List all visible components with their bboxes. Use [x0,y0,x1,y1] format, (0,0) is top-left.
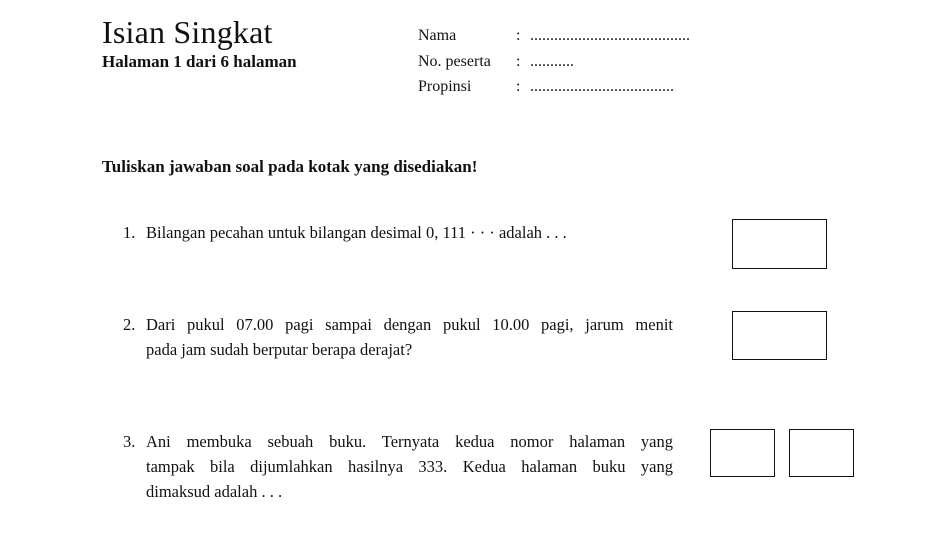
question-line: Bilangan pecahan untuk bilangan desimal 0, 111 · · · adalah . . . [146,223,567,242]
answer-box-1[interactable] [732,219,827,269]
question-text [146,312,673,362]
question-number: 1. [123,223,136,242]
identity-fill-field[interactable]: ........... [530,52,574,70]
question-number: 3. [123,432,136,451]
page-subtitle: Halaman 1 dari 6 halaman [102,52,297,71]
answer-box-2[interactable] [732,311,827,360]
question-number: 2. [123,315,136,334]
question-line: dimaksud adalah . . . [146,482,283,501]
instruction-text: Tuliskan jawaban soal pada kotak yang disediakan! [102,157,478,176]
identity-label: Propinsi [418,78,472,95]
identity-fill-field[interactable]: ........................................ [530,27,690,44]
question-line: Ani membuka sebuah buku. Ternyata kedua nomor halaman yang [146,432,673,451]
answer-box-3b[interactable] [789,429,854,477]
question-line: tampak bila dijumlahkan hasilnya 333. Kedua halaman buku yang [146,457,673,476]
identity-colon: : [516,27,521,44]
page-title: Isian Singkat [102,14,273,50]
question-text [146,220,673,245]
identity-label: No. peserta [418,52,491,70]
identity-label: Nama [418,27,457,44]
identity-colon: : [516,78,521,95]
identity-fill-field[interactable]: .................................... [530,78,674,95]
question-line: pada jam sudah berputar berapa derajat? [146,340,413,359]
question-line: Dari pukul 07.00 pagi sampai dengan pukul 10.00 pagi, jarum menit [146,315,673,334]
answer-box-3a[interactable] [710,429,775,477]
question-text [146,429,673,504]
identity-colon: : [516,52,521,70]
